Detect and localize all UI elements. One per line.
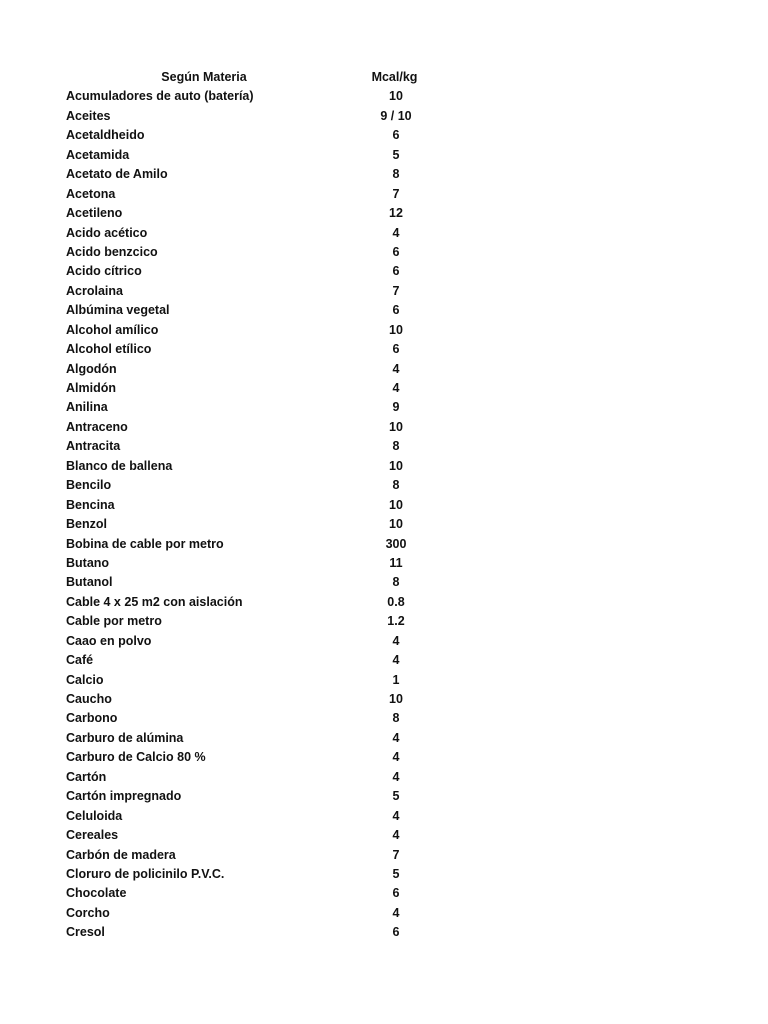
table-row [66,826,466,845]
table-row [66,846,466,865]
table-row [66,865,466,884]
table-row [66,146,466,165]
mcal-kg-value-cell: 4 [392,653,400,668]
table-row [66,165,466,184]
table-row [66,535,466,554]
table-row [66,593,466,612]
mcal-kg-value-cell: 6 [392,264,400,279]
material-name-cell: Benzol [66,517,107,532]
material-name-cell: Cresol [66,925,105,940]
table-row [66,282,466,301]
material-name-cell: Butanol [66,575,113,590]
table-row [66,301,466,320]
mcal-kg-value-cell: 11 [389,555,403,570]
table-row [66,651,466,670]
mcal-kg-value-cell: 1 [392,672,400,687]
material-name-cell: Caao en polvo [66,633,152,648]
material-name-cell: Carburo de Calcio 80 % [66,750,206,765]
mcal-kg-value-cell: 4 [392,808,400,823]
table-row [66,476,466,495]
table-row [66,671,466,690]
material-name-cell: Aceites [66,108,111,123]
mcal-kg-value-cell: 4 [392,828,400,843]
mcal-kg-value-cell: 4 [392,361,400,376]
column-header-material: Según Materia [161,70,247,84]
material-name-cell: Carburo de alúmina [66,730,184,745]
mcal-kg-value-cell: 4 [392,750,400,765]
table-row [66,632,466,651]
material-name-cell: Bobina de cable por metro [66,536,224,551]
mcal-kg-value-cell: 7 [392,847,400,862]
mcal-kg-value-cell: 10 [389,89,403,104]
table-row [66,185,466,204]
table-row [66,262,466,281]
column-header-mcal-kg: Mcal/kg [371,70,418,84]
material-name-cell: Acetileno [66,206,123,221]
mcal-kg-value-cell: 8 [392,167,400,182]
mcal-kg-value-cell: 10 [389,692,403,706]
mcal-kg-value-cell: 1.2 [387,614,405,629]
table-row [66,418,466,437]
mcal-kg-value-cell: 300 [385,536,407,551]
mcal-kg-value-cell: 5 [392,789,400,804]
table-row [66,612,466,631]
mcal-kg-value-cell: 4 [392,905,400,920]
material-name-cell: Bencilo [66,478,112,493]
mcal-kg-value-cell: 6 [392,244,400,259]
table-row [66,573,466,592]
table-row [66,360,466,379]
table-row [66,224,466,243]
material-name-cell: Carbono [66,711,118,726]
material-name-cell: Cereales [66,828,119,843]
mcal-kg-value-cell: 9 / 10 [380,108,412,123]
material-name-cell: Almidón [66,381,116,395]
table-row [66,884,466,903]
table-row [66,554,466,573]
material-name-cell: Cloruro de policinilo P.V.C. [66,866,225,881]
table-row [66,748,466,767]
material-name-cell: Antracita [66,439,121,454]
mcal-kg-value-cell: 12 [389,206,403,221]
material-name-cell: Carbón de madera [66,847,176,862]
mcal-kg-value-cell: 8 [392,478,400,493]
table-row [66,787,466,806]
mcal-kg-value-cell: 5 [392,866,400,881]
mcal-kg-value-cell: 10 [389,322,403,337]
mcal-kg-value-cell: 10 [389,458,403,473]
material-name-cell: Acido acético [66,225,148,240]
material-name-cell: Anilina [66,400,108,415]
table-row [66,126,466,145]
mcal-kg-value-cell: 7 [392,283,400,298]
material-name-cell: Acetato de Amilo [66,167,168,182]
mcal-kg-value-cell: 10 [389,497,403,512]
mcal-kg-value-cell: 9 [392,400,400,415]
materials-table [66,68,466,943]
table-header-row [66,68,466,87]
table-row [66,768,466,787]
mcal-kg-value-cell: 6 [392,128,400,143]
table-row [66,340,466,359]
mcal-kg-value-cell: 4 [392,769,400,784]
mcal-kg-value-cell: 8 [392,711,400,726]
material-name-cell: Corcho [66,905,110,920]
table-row [66,321,466,340]
material-name-cell: Acetona [66,186,116,201]
table-row [66,807,466,826]
mcal-kg-value-cell: 6 [392,886,400,901]
table-row [66,729,466,748]
mcal-kg-value-cell: 5 [392,147,400,162]
material-name-cell: Acido benzcico [66,244,158,259]
mcal-kg-value-cell: 10 [389,419,403,434]
table-row [66,923,466,942]
mcal-kg-value-cell: 7 [392,186,400,201]
table-body [66,87,466,942]
mcal-kg-value-cell: 10 [389,517,403,532]
material-name-cell: Bencina [66,497,115,512]
mcal-kg-value-cell: 4 [392,225,400,240]
mcal-kg-value-cell: 6 [392,925,400,940]
material-name-cell: Alcohol etílico [66,342,152,357]
table-row [66,690,466,709]
material-name-cell: Cartón [66,769,107,784]
table-row [66,457,466,476]
material-name-cell: Cable 4 x 25 m2 con aislación [66,594,243,609]
material-name-cell: Caucho [66,692,112,706]
mcal-kg-value-cell: 8 [392,575,400,590]
table-row [66,709,466,728]
table-row [66,107,466,126]
material-name-cell: Acetamida [66,147,130,162]
table-row [66,87,466,106]
table-row [66,398,466,417]
mcal-kg-value-cell: 4 [392,730,400,745]
material-name-cell: Acumuladores de auto (batería) [66,89,254,104]
mcal-kg-value-cell: 4 [392,633,400,648]
table-row [66,515,466,534]
mcal-kg-value-cell: 8 [392,439,400,454]
material-name-cell: Cable por metro [66,614,162,629]
material-name-cell: Cartón impregnado [66,789,182,804]
table-row [66,496,466,515]
material-name-cell: Algodón [66,361,117,376]
material-name-cell: Celuloida [66,808,123,823]
material-name-cell: Antraceno [66,419,128,434]
material-name-cell: Acido cítrico [66,264,142,279]
table-row [66,379,466,398]
material-name-cell: Butano [66,555,110,570]
material-name-cell: Acetaldheido [66,128,145,143]
material-name-cell: Café [66,653,94,668]
mcal-kg-value-cell: 6 [392,303,400,318]
table-row [66,243,466,262]
table-row [66,437,466,456]
material-name-cell: Calcio [66,672,104,687]
mcal-kg-value-cell: 6 [392,342,400,357]
mcal-kg-value-cell: 0.8 [387,594,405,609]
material-name-cell: Acrolaina [66,283,123,298]
material-name-cell: Alcohol amílico [66,322,159,337]
mcal-kg-value-cell: 4 [392,381,400,395]
material-name-cell: Albúmina vegetal [66,303,170,318]
material-name-cell: Blanco de ballena [66,458,173,473]
material-name-cell: Chocolate [66,886,127,901]
table-row [66,904,466,923]
table-row [66,204,466,223]
